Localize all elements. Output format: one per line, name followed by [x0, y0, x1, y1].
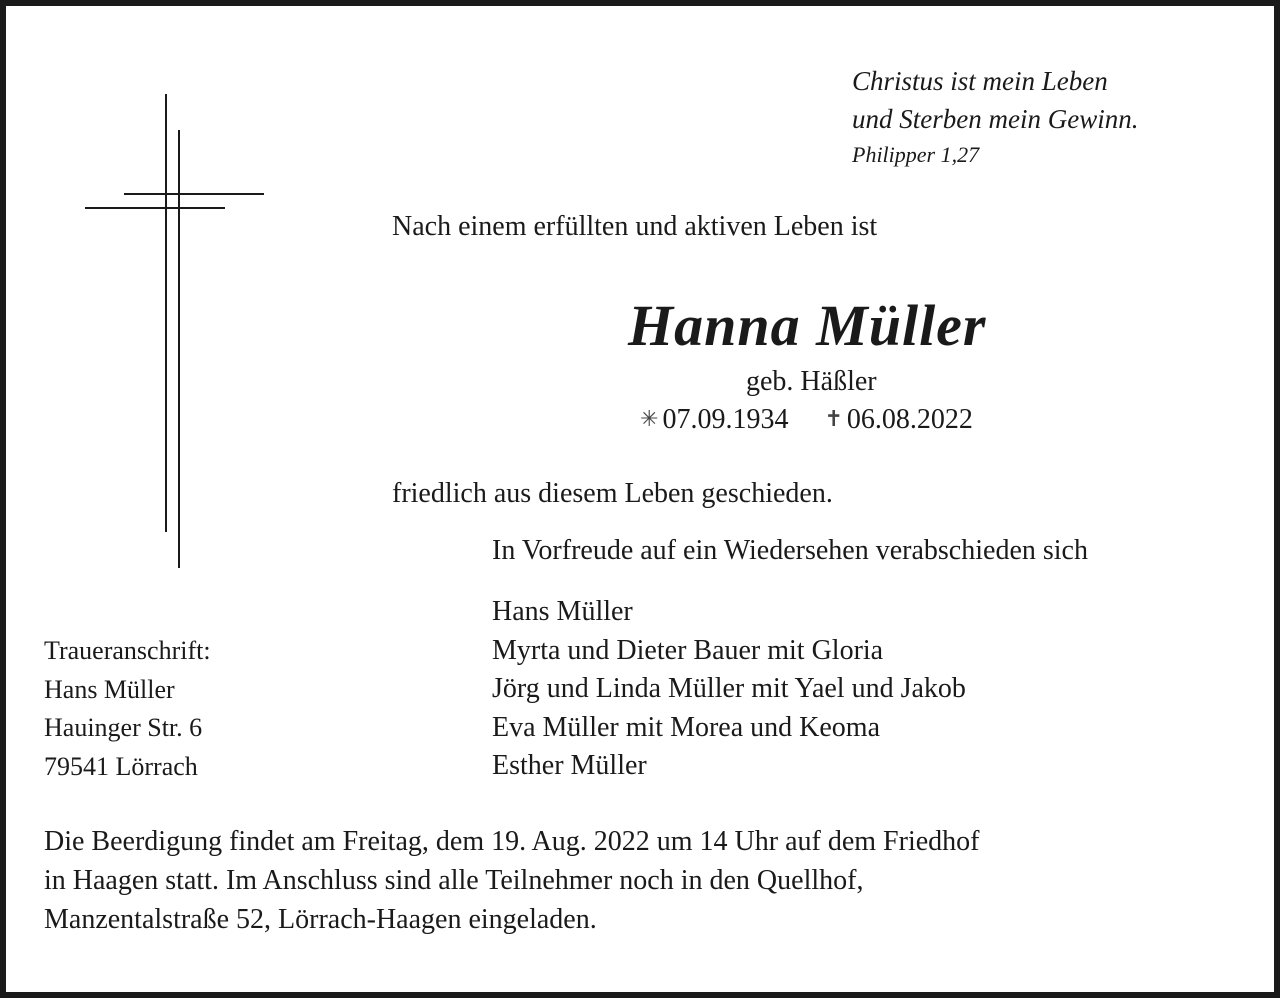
birth-date: 07.09.1934 — [662, 404, 789, 435]
funeral-line-2: in Haagen statt. Im Anschluss sind alle Teilnehmer noch in den Quellhof, — [44, 865, 864, 896]
maiden-name: geb. Häßler — [746, 366, 877, 397]
address-city: 79541 Lörrach — [44, 751, 198, 781]
list-item: Jörg und Linda Müller mit Yael und Jakob — [492, 673, 966, 704]
farewell-text: In Vorfreude auf ein Wiedersehen verabschieden sich — [492, 535, 1088, 566]
address-label: Traueranschrift: — [44, 636, 211, 665]
funeral-line-1: Die Beerdigung findet am Freitag, dem 19. Aug. 2022 um 14 Uhr auf dem Friedhof — [44, 826, 980, 857]
bible-verse — [852, 62, 1138, 172]
mourning-address — [44, 632, 211, 786]
mourners-list — [492, 593, 966, 786]
list-item: Eva Müller mit Morea und Keoma — [492, 711, 881, 743]
list-item: Hans Müller — [492, 596, 633, 627]
verse-line-2: und Sterben mein Gewinn. — [852, 104, 1139, 134]
death-date: 06.08.2022 — [846, 404, 973, 435]
verse-reference: Philipper 1,27 — [852, 142, 980, 167]
intro-text: Nach einem erfüllten und aktiven Leben ist — [392, 211, 878, 242]
address-name: Hans Müller — [44, 674, 175, 704]
list-item: Myrta und Dieter Bauer mit Gloria — [492, 634, 884, 666]
address-street: Hauinger Str. 6 — [44, 713, 203, 742]
passing-text: friedlich aus diesem Leben geschieden. — [392, 478, 833, 509]
life-dates — [640, 404, 973, 436]
deceased-name: Hanna Müller — [628, 293, 987, 358]
cross-icon — [76, 86, 276, 576]
list-item: Esther Müller — [492, 750, 647, 781]
birth-star-icon: ✳ — [640, 406, 659, 431]
verse-line-1: Christus ist mein Leben — [852, 66, 1108, 96]
death-cross-icon: ✝ — [824, 406, 843, 431]
funeral-line-3: Manzentalstraße 52, Lörrach-Haagen eingeladen. — [44, 904, 597, 935]
funeral-info — [44, 822, 979, 939]
